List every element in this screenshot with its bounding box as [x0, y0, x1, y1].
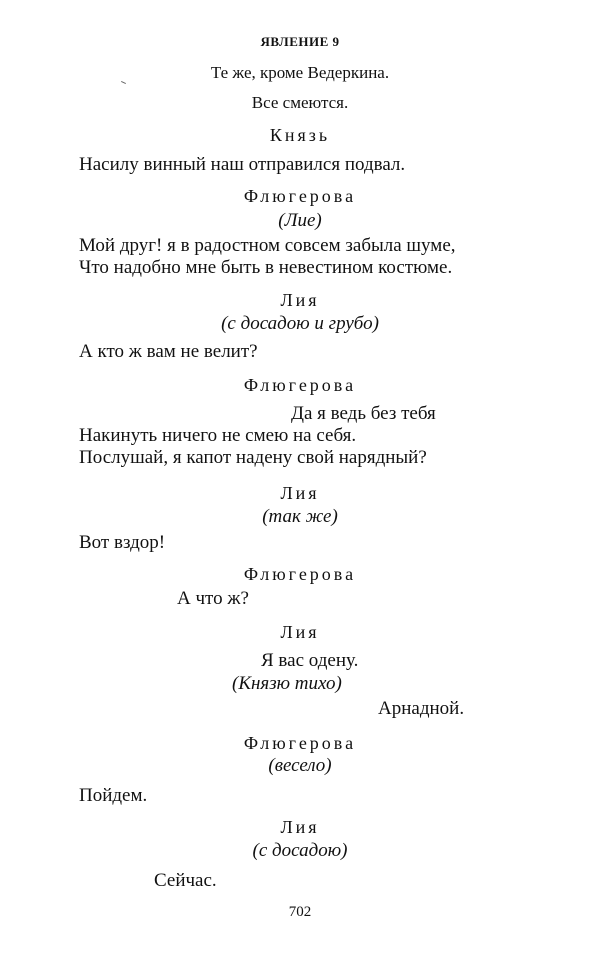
dialogue-line: Послушай, я капот надену свой нарядный?: [79, 447, 427, 468]
stage-direction-laughter: Все смеются.: [251, 93, 349, 112]
stage-direction: (с досадою и грубо): [221, 313, 379, 334]
dialogue-line: Что надобно мне быть в невестином костюме.: [79, 257, 453, 278]
scene-heading: ЯВЛЕНИЕ 9: [260, 34, 340, 49]
dialogue-line: Мой друг! я в радостном совсем забыла шуме,: [79, 235, 456, 256]
speaker-name: Флюгерова: [243, 564, 357, 584]
dialogue-line: Арнадной.: [378, 698, 465, 719]
dialogue-line: Я вас одену.: [261, 650, 359, 671]
speaker-name: Лия: [280, 483, 320, 503]
speaker-name: Флюгерова: [243, 375, 357, 395]
dialogue-line: А кто ж вам не велит?: [79, 341, 258, 362]
dialogue-line: Вот вздор!: [79, 532, 166, 553]
speaker-name: Флюгерова: [243, 733, 357, 753]
stage-direction: (Князю тихо): [232, 673, 342, 694]
dialogue-line: Насилу винный наш отправился подвал.: [79, 154, 406, 175]
stage-direction-present: Те же, кроме Ведеркина.: [210, 63, 390, 82]
stage-direction: (так же): [262, 506, 338, 527]
speaker-name: Лия: [280, 290, 320, 310]
dialogue-line: Сейчас.: [154, 870, 217, 891]
dialogue-line: Пойдем.: [79, 785, 148, 806]
stage-direction: (с досадою): [252, 840, 348, 861]
dialogue-line: Накинуть ничего не смею на себя.: [79, 425, 357, 446]
dialogue-line: А что ж?: [177, 588, 249, 609]
page-number: 702: [288, 904, 312, 920]
speaker-name: Лия: [280, 817, 320, 837]
speaker-name: Князь: [269, 125, 331, 145]
stage-direction: (весело): [268, 755, 332, 776]
stage-direction: (Лие): [278, 210, 322, 231]
dialogue-line: Да я ведь без тебя: [291, 403, 436, 424]
speaker-name: Лия: [280, 622, 320, 642]
speaker-name: Флюгерова: [243, 186, 357, 206]
